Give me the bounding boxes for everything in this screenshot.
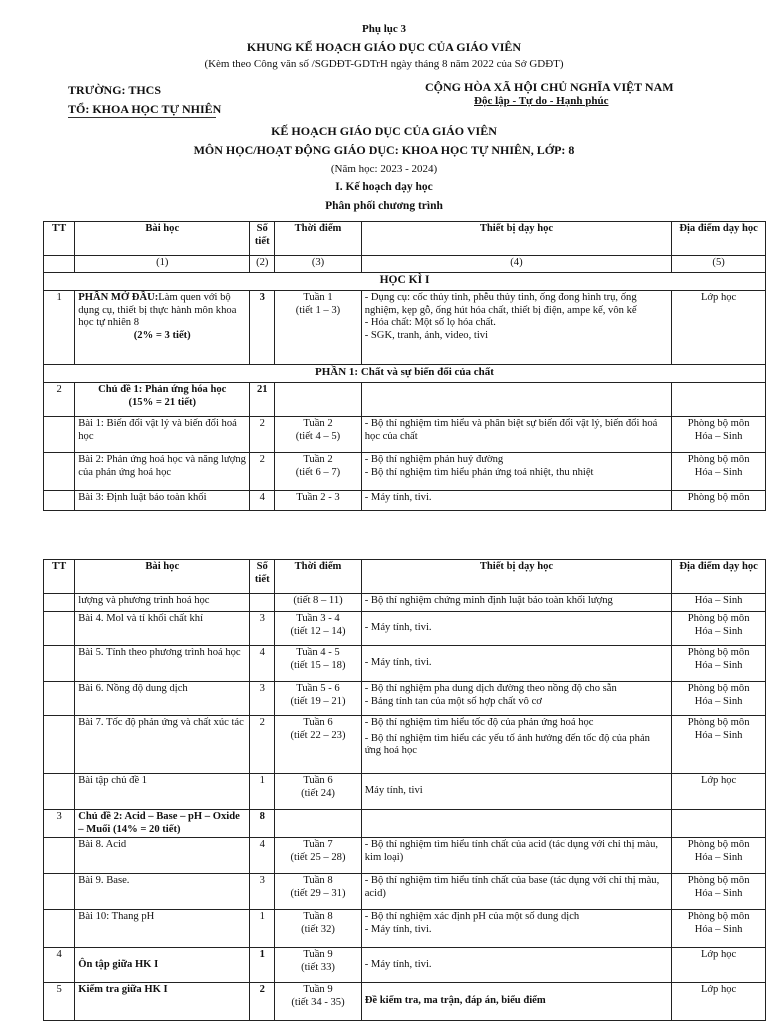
time-week: Tuần 2: [303, 418, 333, 429]
section-title: I. Kế hoạch dạy học: [335, 181, 433, 193]
lesson-cell: Bài 3: Định luật bảo toàn khối: [75, 491, 250, 511]
col-place: Địa điểm dạy học: [672, 222, 766, 256]
place-room: Phòng bộ môn: [687, 911, 750, 922]
group-underline: [68, 117, 216, 118]
lesson-cell: [75, 291, 250, 365]
place-cell: Lớp học: [672, 291, 766, 365]
topic-percent: (15% = 21 tiết): [128, 396, 197, 408]
time-periods: (tiết 32): [301, 923, 335, 935]
place-dept: Hóa – Sinh: [694, 851, 743, 863]
plan-table-page1: [43, 221, 766, 511]
time-cell: [275, 948, 361, 983]
table-row: [44, 383, 766, 417]
time-periods: (tiết 24): [301, 787, 335, 799]
periods-cell: 8: [250, 810, 275, 838]
nation-label: CỘNG HÒA XÃ HỘI CHỦ NGHĨA VIỆT NAM: [425, 80, 674, 94]
time-periods: (tiết 12 – 14): [290, 625, 346, 637]
place-cell: [672, 874, 766, 910]
place-room: Phòng bộ môn: [687, 717, 750, 728]
time-week: Tuần 5 - 6: [296, 683, 340, 694]
periods-cell: 4: [250, 838, 275, 874]
table-row: [44, 453, 766, 491]
lesson-cell: Bài 1: Biến đổi vật lý và biến đổi hoá học: [75, 417, 250, 453]
col-place: Địa điểm dạy học: [672, 560, 766, 594]
time-cell: [275, 417, 361, 453]
time-week: Tuần 8: [303, 911, 333, 922]
equipment-cell: [361, 910, 671, 948]
col-tt: TT: [44, 560, 75, 594]
table-row: [44, 910, 766, 948]
periods-cell: 3: [250, 682, 275, 716]
lesson-cell: Bài 2: Phản ứng hoá học và năng lượng của phản ứng hoá học: [75, 453, 250, 491]
equipment-line: - SGK, tranh, ảnh, video, tivi: [364, 329, 489, 341]
plan-title: KẾ HOẠCH GIÁO DỤC CỦA GIÁO VIÊN: [271, 124, 497, 138]
lesson-cell: lượng và phương trình hoá học: [75, 594, 250, 612]
equipment-line: - Bộ thí nghiệm tìm hiểu phản ứng toả nhiệt, thu nhiệt: [364, 466, 594, 478]
table-row: [44, 291, 766, 365]
time-cell: [275, 612, 361, 646]
time-week: Tuần 1: [303, 292, 333, 303]
table-row: [44, 646, 766, 682]
place-room: Phòng bộ môn: [687, 683, 750, 694]
place-room: Phòng bộ môn: [687, 613, 750, 624]
time-cell: [275, 646, 361, 682]
distribution-title: Phân phối chương trình: [325, 200, 443, 212]
time-week: Tuần 3 - 4: [296, 613, 340, 624]
periods-cell: 21: [250, 383, 275, 417]
col-lesson: Bài học: [75, 560, 250, 594]
place-dept: Hóa – Sinh: [694, 887, 743, 899]
time-week: Tuần 8: [303, 875, 333, 886]
time-periods: (tiết 4 – 5): [295, 430, 341, 442]
time-periods: (tiết 33): [301, 961, 335, 973]
table-row: [44, 838, 766, 874]
lesson-text: Làm quen với bộ dụng cụ, thiết bị thực hành môn khoa học tự nhiên 8: [78, 292, 237, 328]
school-label: TRƯỜNG: THCS: [68, 83, 162, 97]
time-periods: (tiết 22 – 23): [290, 729, 346, 741]
topic-title: Chủ đề 1: Phản ứng hóa học: [98, 384, 227, 395]
table-row: [44, 682, 766, 716]
equipment-cell: Máy tính, tivi: [361, 774, 671, 810]
place-room: Phòng bộ môn: [687, 875, 750, 886]
time-cell: [275, 682, 361, 716]
time-cell: [275, 774, 361, 810]
equipment-cell: - Máy tính, tivi.: [361, 646, 671, 682]
time-week: Tuần 4 - 5: [296, 647, 340, 658]
row-tt: 3: [44, 810, 75, 838]
equipment-cell: [361, 291, 671, 365]
place-room: Phòng bộ môn: [687, 647, 750, 658]
lesson-percent: (2% = 3 tiết): [133, 329, 191, 341]
time-periods: (tiết 15 – 18): [290, 659, 346, 671]
place-cell: [672, 453, 766, 491]
table-row: [44, 983, 766, 1021]
lesson-cell: Bài 7. Tốc độ phản ứng và chất xúc tác: [75, 716, 250, 774]
motto-label: Độc lập - Tự do - Hạnh phúc: [474, 95, 609, 107]
time-week: Tuần 9: [303, 949, 333, 960]
attach-note: (Kèm theo Công văn số /SGDĐT-GDTrH ngày tháng 8 năm 2022 của Sở GDĐT): [204, 58, 564, 70]
place-cell: Lớp học: [672, 774, 766, 810]
time-week: Tuần 7: [303, 839, 333, 850]
equipment-line: - Bộ thí nghiệm phản huỷ đường: [364, 454, 504, 465]
time-periods: (tiết 19 – 21): [290, 695, 346, 707]
place-dept: Hóa – Sinh: [694, 695, 743, 707]
col-num-1: (1): [75, 256, 250, 273]
lesson-cell: Bài 5. Tính theo phương trình hoá học: [75, 646, 250, 682]
time-cell: [275, 453, 361, 491]
table-header-row: [44, 560, 766, 594]
equipment-line: - Bộ thí nghiệm tìm hiểu các yếu tố ảnh hưởng đến tốc độ của phản ứng hoá học: [364, 732, 650, 756]
time-periods: (tiết 29 – 31): [290, 887, 346, 899]
periods-cell: 2: [250, 417, 275, 453]
topic-cell: [75, 383, 250, 417]
table-row: [44, 810, 766, 838]
place-cell: [672, 612, 766, 646]
school-year: (Năm học: 2023 - 2024): [330, 163, 438, 175]
time-cell: [275, 291, 361, 365]
table-row: [44, 948, 766, 983]
equipment-cell: - Máy tính, tivi.: [361, 612, 671, 646]
col-periods: Số tiết: [250, 222, 275, 256]
place-dept: Hóa – Sinh: [694, 923, 743, 935]
lesson-heading: PHẦN MỞ ĐẦU:: [78, 292, 159, 303]
col-tt: TT: [44, 222, 75, 256]
place-cell: [672, 716, 766, 774]
lesson-cell: Bài 4. Mol và tỉ khối chất khí: [75, 612, 250, 646]
framework-title: KHUNG KẾ HOẠCH GIÁO DỤC CỦA GIÁO VIÊN: [246, 40, 522, 54]
table-header-row: [44, 222, 766, 256]
lesson-cell: Bài 10: Thang pH: [75, 910, 250, 948]
col-time: Thời điểm: [275, 222, 361, 256]
equipment-line: - Dụng cụ: cốc thủy tinh, phễu thủy tinh, ống đong hình trụ, ống nghiệm, kẹp gỗ, ống hút hóa chất, thiết bị điện, ampe kế, vôn kế: [364, 292, 637, 316]
topic-cell: Chủ đề 2: Acid – Base – pH – Oxide – Muối (14% = 20 tiết): [75, 810, 250, 838]
col-num-3: (3): [275, 256, 361, 273]
place-dept: Hóa – Sinh: [694, 430, 743, 442]
lesson-cell: Bài 8. Acid: [75, 838, 250, 874]
periods-cell: 3: [250, 291, 275, 365]
time-cell: [275, 716, 361, 774]
lesson-cell: Kiểm tra giữa HK I: [75, 983, 250, 1021]
place-room: Phòng bộ môn: [687, 418, 750, 429]
periods-cell: 3: [250, 874, 275, 910]
table-row: [44, 491, 766, 511]
place-cell: [672, 910, 766, 948]
col-equipment: Thiết bị dạy học: [361, 560, 671, 594]
place-room: Phòng bộ môn: [687, 839, 750, 850]
periods-cell: 3: [250, 612, 275, 646]
periods-cell: 1: [250, 774, 275, 810]
row-tt: 2: [44, 383, 75, 417]
equipment-line: - Bộ thí nghiệm pha dung dịch đường theo nồng độ cho sẵn: [364, 683, 617, 694]
periods-cell: 2: [250, 983, 275, 1021]
time-cell: [275, 838, 361, 874]
periods-cell: 1: [250, 910, 275, 948]
semester-row: [44, 273, 766, 291]
row-tt: 4: [44, 948, 75, 983]
time-periods: (tiết 6 – 7): [295, 466, 341, 478]
col-num-2: (2): [250, 256, 275, 273]
equipment-line: - Hóa chất: Một số lọ hóa chất.: [364, 317, 496, 328]
lesson-cell: Bài tập chủ đề 1: [75, 774, 250, 810]
place-cell: [672, 417, 766, 453]
equipment-cell: - Bộ thí nghiệm tìm hiểu tính chất của acid (tác dụng với chỉ thị màu, kim loại): [361, 838, 671, 874]
col-periods: Số tiết: [250, 560, 275, 594]
lesson-cell: Bài 9. Base.: [75, 874, 250, 910]
equipment-cell: [361, 682, 671, 716]
lesson-cell: Bài 6. Nồng độ dung dịch: [75, 682, 250, 716]
equipment-line: - Bộ thí nghiệm xác định pH của một số dung dịch: [364, 911, 580, 922]
table-row: [44, 612, 766, 646]
time-week: Tuần 6: [303, 775, 333, 786]
equipment-cell: - Bộ thí nghiệm chứng minh định luật bảo toàn khối lượng: [361, 594, 671, 612]
place-cell: [672, 838, 766, 874]
equipment-cell: [361, 716, 671, 774]
table-row: [44, 417, 766, 453]
lesson-cell: Ôn tập giữa HK I: [75, 948, 250, 983]
place-cell: Lớp học: [672, 948, 766, 983]
equipment-line: - Bảng tính tan của một số hợp chất vô cơ: [364, 695, 542, 707]
time-week: Tuần 2: [303, 454, 333, 465]
place-cell: [672, 682, 766, 716]
row-tt: 1: [44, 291, 75, 365]
place-cell: Lớp học: [672, 983, 766, 1021]
place-dept: Hóa – Sinh: [694, 659, 743, 671]
table-row: [44, 716, 766, 774]
equipment-cell: - Bộ thí nghiệm tìm hiểu tính chất của base (tác dụng với chỉ thị màu, acid): [361, 874, 671, 910]
equipment-cell: Đề kiểm tra, ma trận, đáp án, biểu điểm: [361, 983, 671, 1021]
periods-cell: 4: [250, 646, 275, 682]
appendix-label: Phụ lục 3: [361, 23, 406, 35]
place-cell: Hóa – Sinh: [672, 594, 766, 612]
col-time: Thời điểm: [275, 560, 361, 594]
group-label: TỔ: KHOA HỌC TỰ NHIÊN: [68, 102, 222, 116]
place-cell: Phòng bộ môn: [672, 491, 766, 511]
equipment-cell: - Máy tính, tivi.: [361, 948, 671, 983]
equipment-line: - Bộ thí nghiệm tìm hiểu tốc độ của phản ứng hoá học: [364, 717, 594, 728]
equipment-cell: [361, 453, 671, 491]
col-lesson: Bài học: [75, 222, 250, 256]
subject-line: MÔN HỌC/HOẠT ĐỘNG GIÁO DỤC: KHOA HỌC TỰ NHIÊN, LỚP: 8: [193, 143, 575, 157]
periods-cell: 2: [250, 453, 275, 491]
time-week: Tuần 9: [303, 984, 333, 995]
column-number-row: [44, 256, 766, 273]
time-cell: Tuần 2 - 3: [275, 491, 361, 511]
plan-table-page2: [43, 559, 766, 1021]
table-row: [44, 774, 766, 810]
time-cell: [275, 983, 361, 1021]
time-cell: [275, 910, 361, 948]
col-num-5: (5): [672, 256, 766, 273]
time-periods: (tiết 25 – 28): [290, 851, 346, 863]
place-room: Phòng bộ môn: [687, 454, 750, 465]
time-periods: (tiết 1 – 3): [295, 304, 341, 316]
equipment-cell: - Máy tính, tivi.: [361, 491, 671, 511]
col-num-4: (4): [361, 256, 671, 273]
part-row: [44, 365, 766, 383]
place-dept: Hóa – Sinh: [694, 466, 743, 478]
time-cell: [275, 874, 361, 910]
time-week: Tuần 6: [303, 717, 333, 728]
place-dept: Hóa – Sinh: [694, 625, 743, 637]
periods-cell: 1: [250, 948, 275, 983]
semester-label: HỌC KÌ I: [44, 273, 766, 291]
place-cell: [672, 646, 766, 682]
time-periods: (tiết 34 - 35): [291, 996, 345, 1008]
periods-cell: 2: [250, 716, 275, 774]
table-row: [44, 874, 766, 910]
row-tt: 5: [44, 983, 75, 1021]
table-row: [44, 594, 766, 612]
equipment-line: - Máy tính, tivi.: [364, 923, 432, 935]
equipment-cell: - Bộ thí nghiệm tìm hiểu và phân biệt sự biến đổi vật lý, biến đổi hoá học của chất: [361, 417, 671, 453]
place-dept: Hóa – Sinh: [694, 729, 743, 741]
periods-cell: 4: [250, 491, 275, 511]
time-cell: (tiết 8 – 11): [275, 594, 361, 612]
part-label: PHẦN 1: Chất và sự biến đổi của chất: [44, 365, 766, 383]
col-equipment: Thiết bị dạy học: [361, 222, 671, 256]
